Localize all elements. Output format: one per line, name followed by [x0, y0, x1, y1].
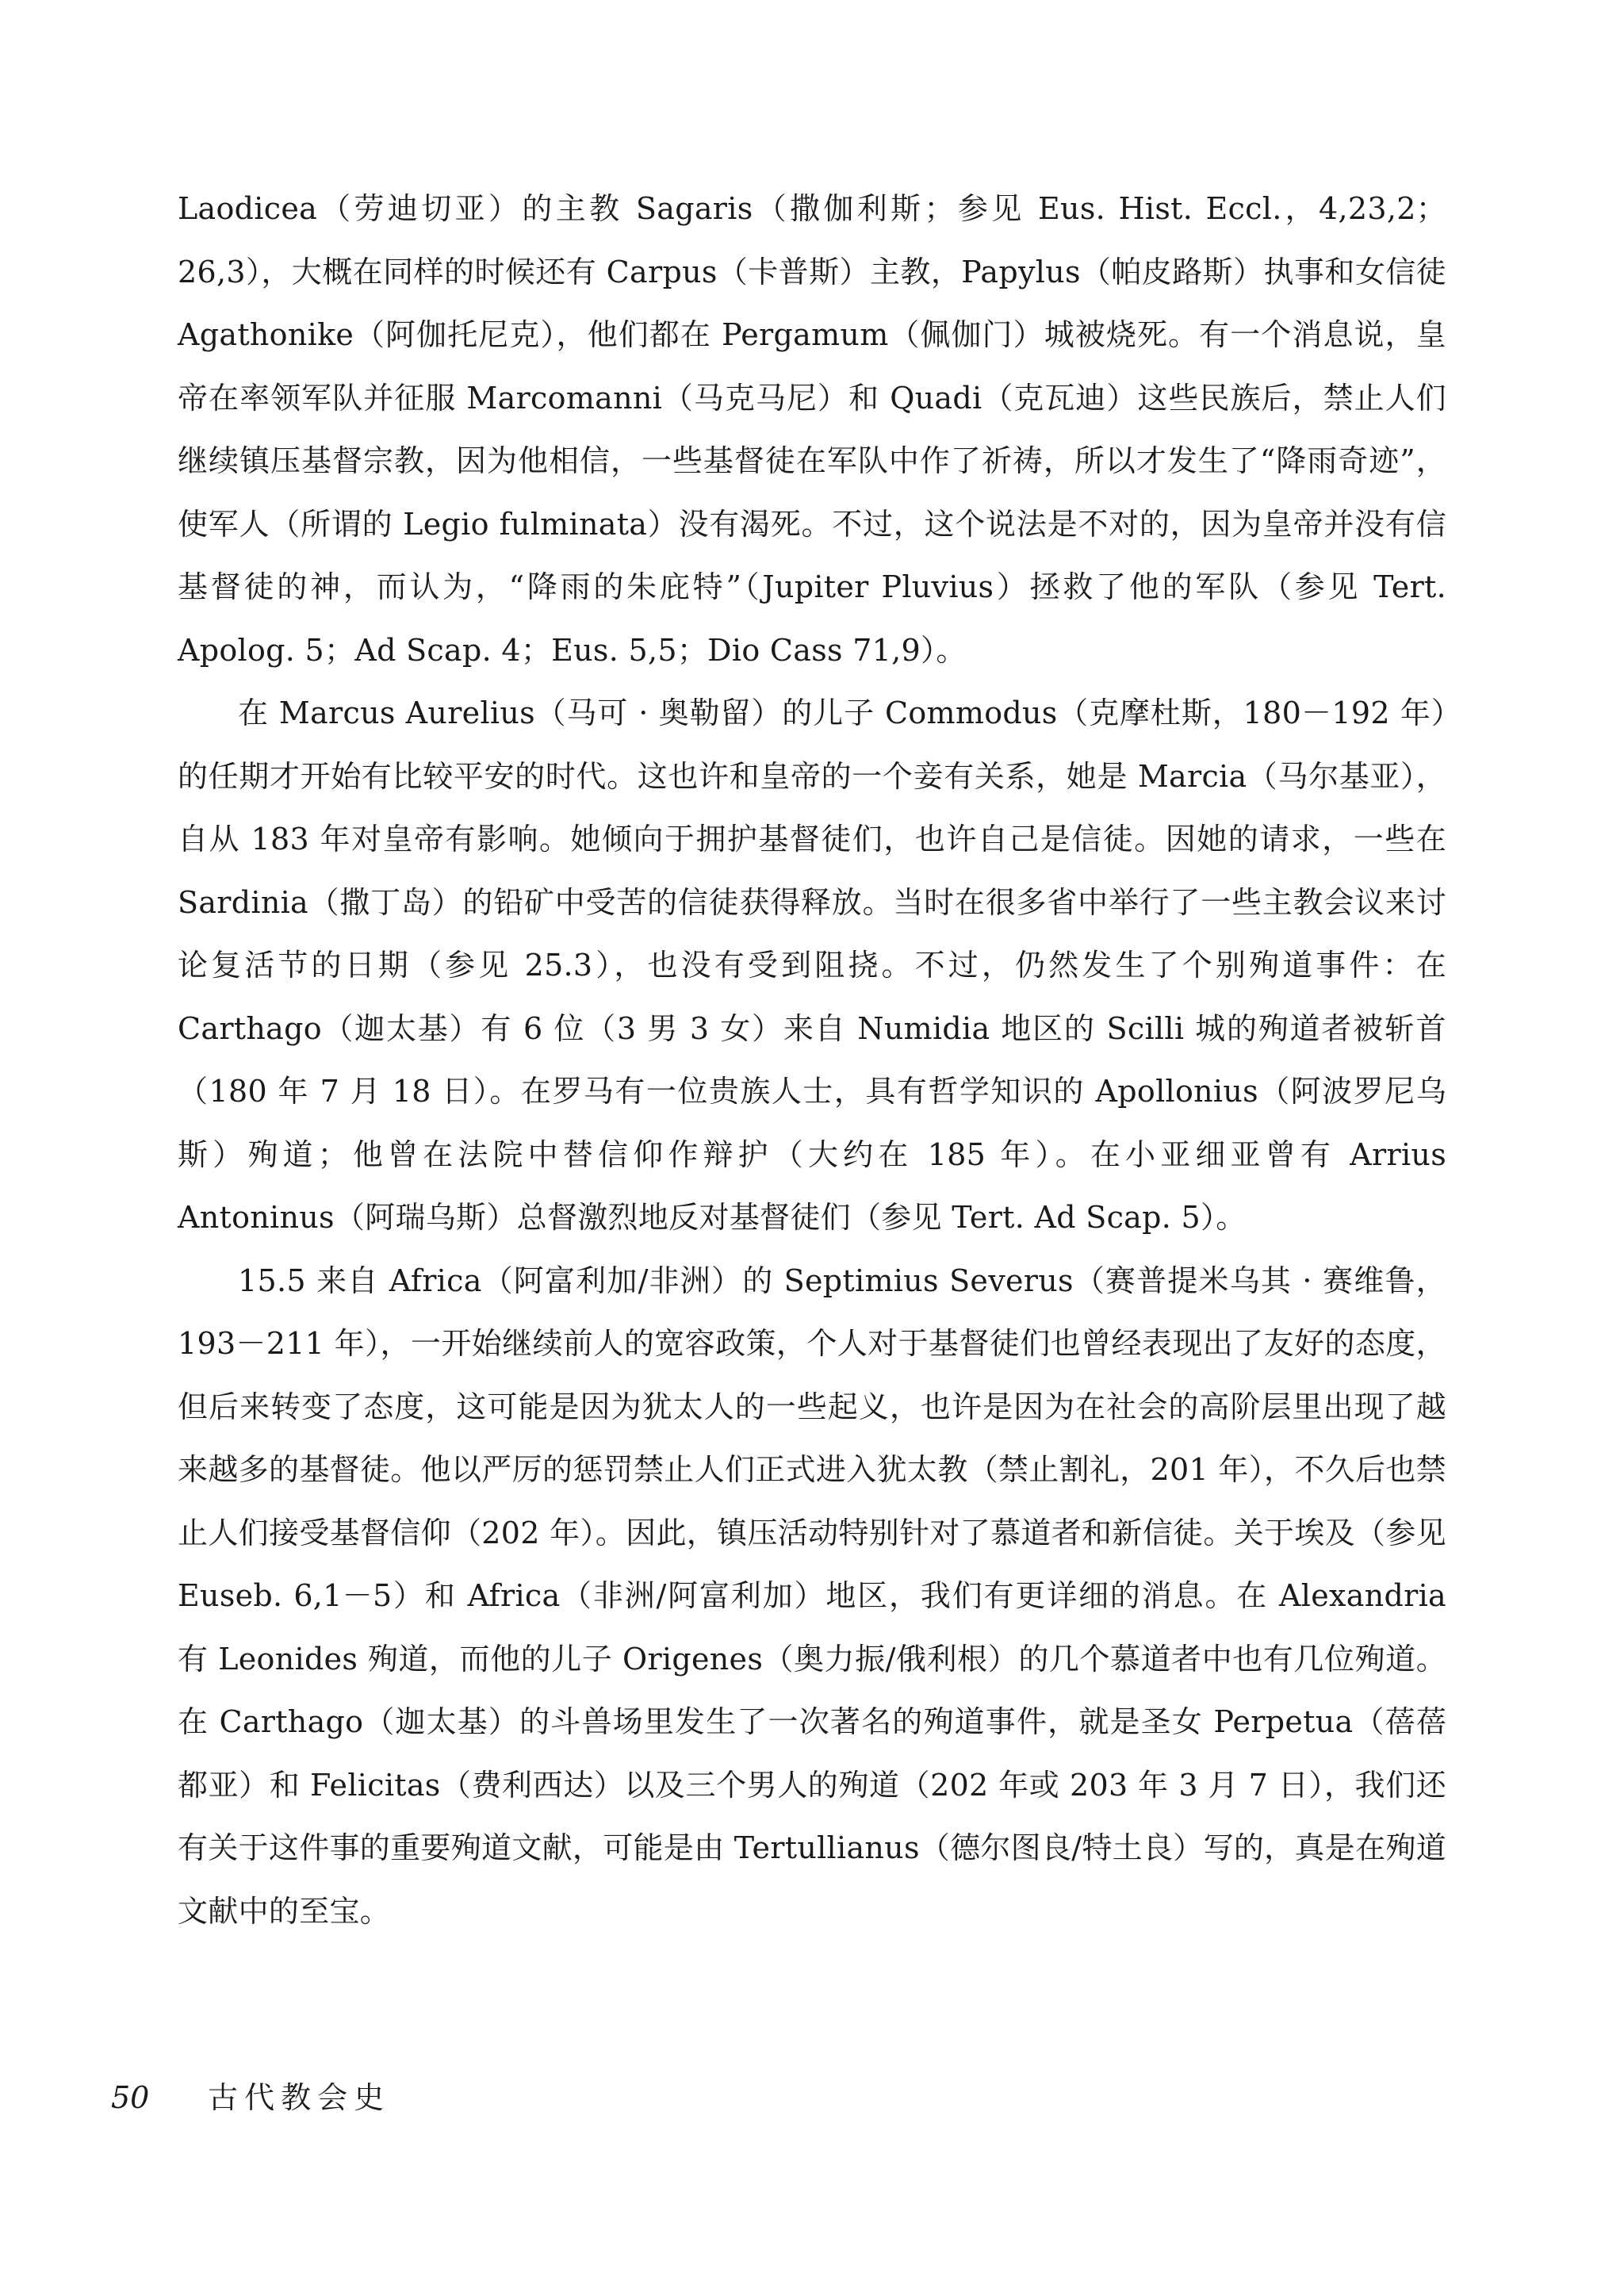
- main-text: [178, 178, 1446, 1943]
- page-footer: [111, 2078, 390, 2117]
- running-title: 古代教会史: [208, 2080, 391, 2115]
- paragraph-septimius-severus: 15.5 来自 Africa（阿富利加/非洲）的 Septimius Severus（赛普提米乌其 · 赛维鲁，193－211 年），一开始继续前人的宽容政策，个人对于基督徒们也曾经表现出了友好的态度，但后来转变了态度，这可能是因为犹太人的一些起义，也许是因为在社会的高阶层里出现了越来越多的基督徒。他以严厉的惩罚禁止人们正式进入犹太教（禁止割礼，201 年），不久后也禁止人们接受基督信仰（202 年）。因此，镇压活动特别针对了慕道者和新信徒。关于埃及（参见 Euseb. 6,1－5）和 Africa（非洲/阿富利加）地区，我们有更详细的消息。在 Alexandria 有 Leonides 殉道，而他的儿子 Origenes（奥力振/俄利根）的几个慕道者中也有几位殉道。在 Carthago（迦太基）的斗兽场里发生了一次著名的殉道事件，就是圣女 Perpetua（蓓蓓都亚）和 Felicitas（费利西达）以及三个男人的殉道（202 年或 203 年 3 月 7 日），我们还有关于这件事的重要殉道文献，可能是由 Tertullianus（德尔图良/特土良）写的，真是在殉道文献中的至宝。: [178, 1263, 1446, 1929]
- paragraph-continuation: Laodicea（劳迪切亚）的主教 Sagaris（撒伽利斯；参见 Eus. Hist. Eccl.，4,23,2；26,3），大概在同样的时候还有 Carpus（卡普斯）主教，Papylus（帕皮路斯）执事和女信徒 Agathonike（阿伽托尼克），他们都在 Pergamum（佩伽门）城被烧死。有一个消息说，皇帝在率领军队并征服 Marcomanni（马克马尼）和 Quadi（克瓦迪）这些民族后，禁止人们继续镇压基督宗教，因为他相信，一些基督徒在军队中作了祈祷，所以才发生了“降雨奇迹”，使军人（所谓的 Legio fulminata）没有渴死。不过，这个说法是不对的，因为皇帝并没有信基督徒的神，而认为，“降雨的朱庇特”（Jupiter Pluvius）拯救了他的军队（参见 Tert. Apolog. 5；Ad Scap. 4；Eus. 5,5；Dio Cass 71,9）。: [178, 191, 1446, 668]
- page-number: 50: [111, 2080, 150, 2115]
- paragraph-commodus: 在 Marcus Aurelius（马可 · 奥勒留）的儿子 Commodus（克摩杜斯，180－192 年）的任期才开始有比较平安的时代。这也许和皇帝的一个妾有关系，她是 Marcia（马尔基亚），自从 183 年对皇帝有影响。她倾向于拥护基督徒们，也许自己是信徒。因她的请求，一些在 Sardinia（撒丁岛）的铅矿中受苦的信徒获得释放。当时在很多省中举行了一些主教会议来讨论复活节的日期（参见 25.3），也没有受到阻挠。不过，仍然发生了个别殉道事件：在 Carthago（迦太基）有 6 位（3 男 3 女）来自 Numidia 地区的 Scilli 城的殉道者被斩首（180 年 7 月 18 日）。在罗马有一位贵族人士，具有哲学知识的 Apollonius（阿波罗尼乌斯）殉道；他曾在法院中替信仰作辩护（大约在 185 年）。在小亚细亚曾有 Arrius Antoninus（阿瑞乌斯）总督激烈地反对基督徒们（参见 Tert. Ad Scap. 5）。: [178, 696, 1446, 1235]
